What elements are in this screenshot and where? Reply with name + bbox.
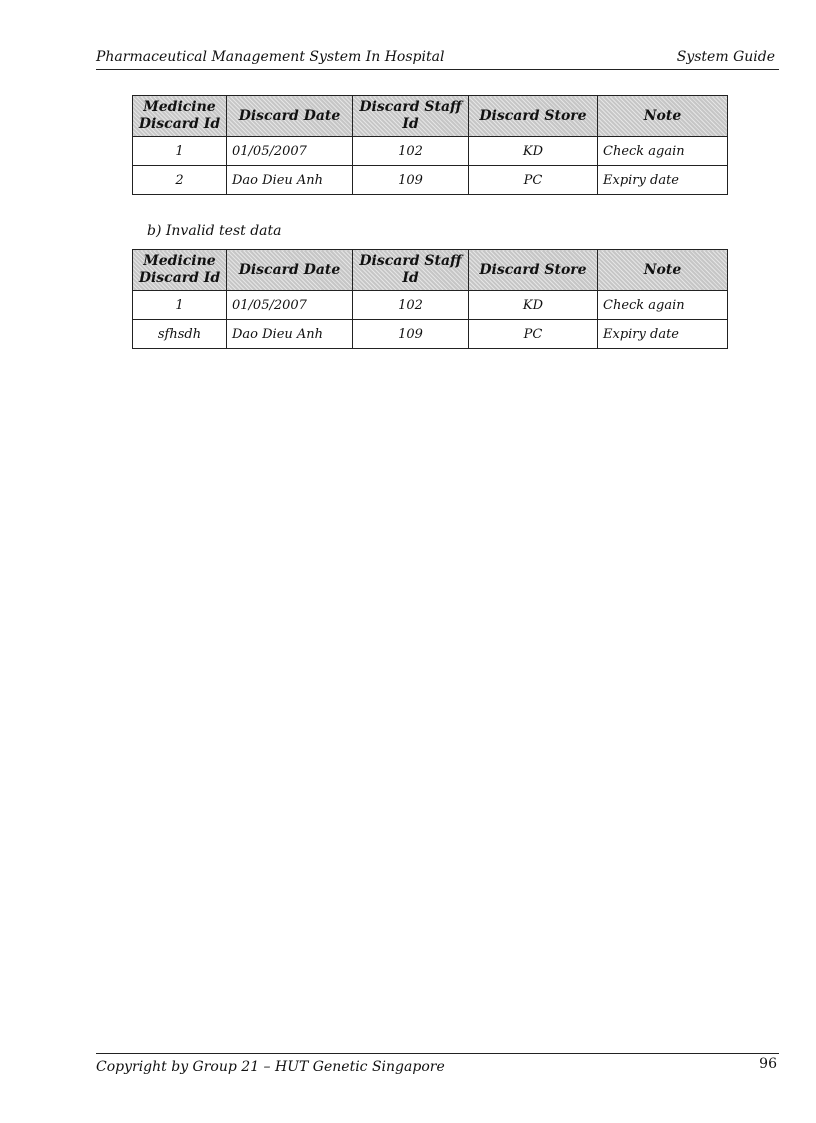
column-header-medicine-discard-id: Medicine Discard Id xyxy=(133,96,227,137)
cell-medicine-discard-id: 1 xyxy=(133,137,227,166)
column-header-note: Note xyxy=(598,96,728,137)
column-header-discard-date: Discard Date xyxy=(227,96,353,137)
page-header xyxy=(96,49,779,70)
cell-medicine-discard-id: 2 xyxy=(133,166,227,195)
column-header-discard-staff-id: Discard Staff Id xyxy=(353,96,469,137)
document-section: System Guide xyxy=(676,49,775,65)
invalid-test-data-table xyxy=(132,249,728,349)
cell-note: Expiry date xyxy=(598,166,728,195)
table-row xyxy=(133,291,728,320)
cell-discard-date: Dao Dieu Anh xyxy=(227,320,353,349)
cell-discard-staff-id: 102 xyxy=(353,137,469,166)
cell-discard-store: PC xyxy=(469,166,598,195)
cell-discard-staff-id: 102 xyxy=(353,291,469,320)
table-row xyxy=(133,166,728,195)
cell-discard-date: Dao Dieu Anh xyxy=(227,166,353,195)
cell-discard-date: 01/05/2007 xyxy=(227,291,353,320)
copyright-text: Copyright by Group 21 – HUT Genetic Singapore xyxy=(96,1059,445,1075)
cell-discard-store: PC xyxy=(469,320,598,349)
cell-discard-store: KD xyxy=(469,137,598,166)
column-header-medicine-discard-id: Medicine Discard Id xyxy=(133,250,227,291)
table-row xyxy=(133,320,728,349)
column-header-discard-store: Discard Store xyxy=(469,250,598,291)
cell-discard-store: KD xyxy=(469,291,598,320)
table-row xyxy=(133,137,728,166)
cell-discard-date: 01/05/2007 xyxy=(227,137,353,166)
column-header-discard-store: Discard Store xyxy=(469,96,598,137)
cell-note: Expiry date xyxy=(598,320,728,349)
valid-test-data-table xyxy=(132,95,728,195)
cell-medicine-discard-id: sfhsdh xyxy=(133,320,227,349)
column-header-discard-date: Discard Date xyxy=(227,250,353,291)
cell-discard-staff-id: 109 xyxy=(353,320,469,349)
page-number: 96 xyxy=(759,1056,777,1072)
column-header-note: Note xyxy=(598,250,728,291)
cell-note: Check again xyxy=(598,137,728,166)
table-header-row xyxy=(133,96,728,137)
document-title: Pharmaceutical Management System In Hospital xyxy=(96,49,445,65)
cell-medicine-discard-id: 1 xyxy=(133,291,227,320)
cell-discard-staff-id: 109 xyxy=(353,166,469,195)
column-header-discard-staff-id: Discard Staff Id xyxy=(353,250,469,291)
table-header-row xyxy=(133,250,728,291)
invalid-test-data-label: b) Invalid test data xyxy=(147,223,282,239)
page-footer xyxy=(96,1053,779,1078)
cell-note: Check again xyxy=(598,291,728,320)
